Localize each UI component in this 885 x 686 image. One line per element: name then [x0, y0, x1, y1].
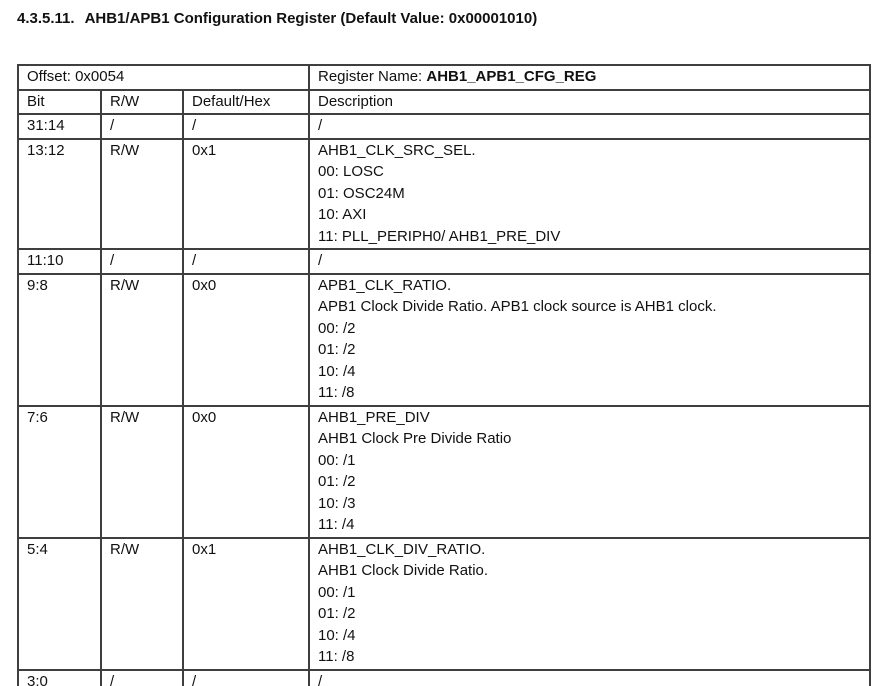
description-line: 11: /8 — [318, 384, 355, 401]
description-line: 01: /2 — [318, 473, 356, 490]
description-line: 00: /1 — [318, 583, 356, 601]
description-line: 01: OSC24M — [318, 184, 405, 202]
bit-cell: 5:4 — [18, 538, 101, 670]
description-line: 01: /2 — [318, 605, 356, 622]
description-cell — [309, 670, 870, 686]
section-title — [17, 9, 869, 29]
bit-cell: 13:12 — [18, 139, 101, 250]
table-offset-row — [18, 65, 870, 90]
column-header-bit: Bit — [18, 90, 101, 115]
description-line: / — [318, 252, 323, 269]
rw-cell: R/W — [101, 274, 183, 406]
description-line: AHB1 Clock Pre Divide Ratio — [318, 430, 512, 447]
section-number: 4.3.5.11. — [17, 10, 75, 27]
register-name-label: Register Name: — [318, 68, 427, 85]
description-line: 10: /4 — [318, 626, 356, 644]
default-hex-cell: 0x1 — [183, 538, 309, 670]
description-cell — [309, 274, 870, 406]
default-hex-cell: / — [183, 114, 309, 139]
register-name-cell — [309, 65, 870, 90]
description-line: / — [318, 672, 323, 686]
table-row — [18, 406, 870, 538]
description-line: 01: /2 — [318, 341, 356, 358]
description-line: 00: /2 — [318, 319, 356, 337]
description-line: 11: /8 — [318, 648, 355, 665]
offset-cell: Offset: 0x0054 — [18, 65, 309, 90]
description-line: 11: PLL_PERIPH0/ AHB1_PRE_DIV — [318, 227, 561, 245]
description-cell — [309, 114, 870, 139]
description-cell — [309, 249, 870, 274]
register-name-value: AHB1_APB1_CFG_REG — [426, 68, 597, 85]
column-header-rw: R/W — [101, 90, 183, 115]
default-hex-cell: 0x0 — [183, 406, 309, 538]
description-line: APB1 Clock Divide Ratio. APB1 clock source is AHB1 clock. — [318, 298, 717, 315]
default-hex-cell: 0x0 — [183, 274, 309, 406]
bit-cell: 7:6 — [18, 406, 101, 538]
description-line: APB1_CLK_RATIO. — [318, 276, 452, 294]
rw-cell: R/W — [101, 538, 183, 670]
rw-cell: / — [101, 670, 183, 686]
description-cell — [309, 538, 870, 670]
table-row — [18, 538, 870, 670]
register-table-body — [18, 114, 870, 686]
table-header-row — [18, 90, 870, 115]
description-cell — [309, 139, 870, 250]
description-line: AHB1_CLK_DIV_RATIO. — [318, 540, 486, 558]
description-line: 10: AXI — [318, 206, 367, 223]
description-line: 00: /1 — [318, 451, 356, 469]
rw-cell: / — [101, 249, 183, 274]
bit-cell: 31:14 — [18, 114, 101, 139]
default-hex-cell: 0x1 — [183, 139, 309, 250]
description-line: 11: /4 — [318, 516, 355, 533]
register-table — [17, 64, 871, 686]
default-hex-cell: / — [183, 670, 309, 686]
description-line: / — [318, 117, 323, 134]
rw-cell: R/W — [101, 139, 183, 250]
description-cell — [309, 406, 870, 538]
description-line: 10: /3 — [318, 494, 356, 512]
table-row — [18, 670, 870, 686]
description-line: 00: LOSC — [318, 163, 384, 180]
description-line: AHB1_PRE_DIV — [318, 408, 430, 426]
bit-cell: 11:10 — [18, 249, 101, 274]
bit-cell: 3:0 — [18, 670, 101, 686]
table-row — [18, 114, 870, 139]
table-row — [18, 249, 870, 274]
description-line: AHB1_CLK_SRC_SEL. — [318, 141, 476, 159]
rw-cell: / — [101, 114, 183, 139]
bit-cell: 9:8 — [18, 274, 101, 406]
rw-cell: R/W — [101, 406, 183, 538]
section-title-text: AHB1/APB1 Configuration Register (Default Value: 0x00001010) — [84, 10, 538, 27]
table-row — [18, 274, 870, 406]
description-line: 10: /4 — [318, 362, 356, 380]
default-hex-cell: / — [183, 249, 309, 274]
column-header-description: Description — [309, 90, 870, 115]
column-header-default-hex: Default/Hex — [183, 90, 309, 115]
table-row — [18, 139, 870, 250]
description-line: AHB1 Clock Divide Ratio. — [318, 562, 489, 579]
